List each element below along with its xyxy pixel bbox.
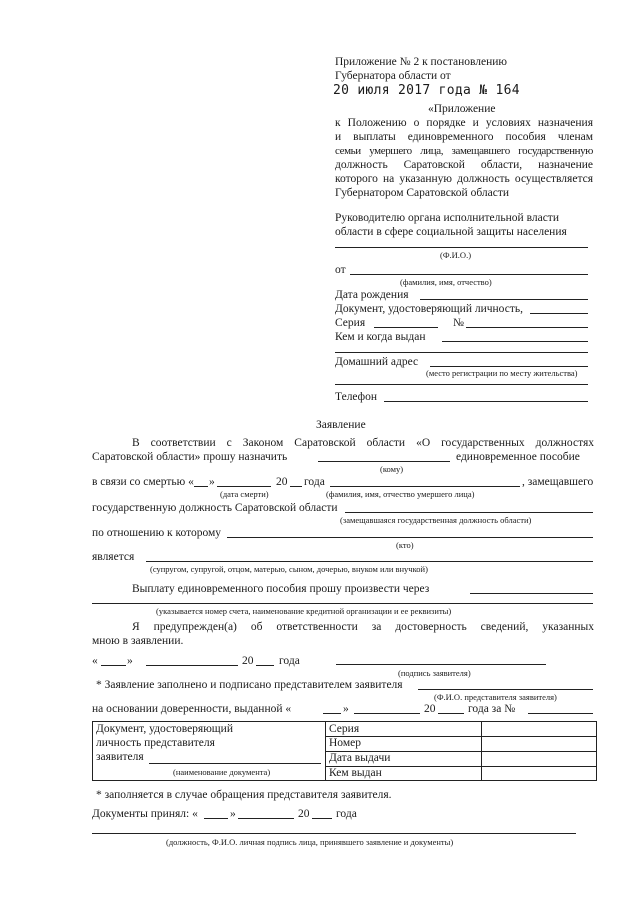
table-row-number: Номер [329,737,361,749]
appendix-text-line: которого на указанную должность осуществляется [335,173,593,185]
phone-field[interactable] [384,401,588,402]
issued-by-label: Кем и когда выдан [335,331,426,343]
sign-year-label: года [279,655,300,667]
deceased-name-field[interactable] [330,486,520,487]
representative-document-table [92,721,597,781]
is-label: является [92,551,135,563]
death-day-field[interactable] [194,486,208,487]
death-date-hint: (дата смерти) [220,489,269,499]
poa-number-field[interactable] [528,713,593,714]
birth-date-label: Дата рождения [335,289,409,301]
table-doc-label-line: личность представителя [96,737,215,749]
sign-year-field[interactable] [256,665,274,666]
poa-day-field[interactable] [323,713,341,714]
number-label: № [453,317,464,329]
number-field[interactable] [466,327,588,328]
appendix-text-line: должность Саратовской области, назначение [335,159,593,171]
table-doc-label-line: Документ, удостоверяющий [96,723,233,735]
payment-field-2[interactable] [92,603,593,604]
payment-text: Выплату единовременного пособия прошу произвести через [132,583,430,595]
appendix-title: «Приложение [428,103,496,115]
home-address-field[interactable] [430,366,588,367]
representative-hint: (Ф.И.О. представителя заявителя) [434,692,557,702]
accepted-month-field[interactable] [238,818,294,819]
accepted-year-prefix: 20 [298,808,310,820]
poa-month-field[interactable] [354,713,420,714]
power-of-attorney-text: на основании доверенности, выданной « [92,703,292,715]
receiver-signature-field[interactable] [92,833,576,834]
sign-date-close: » [127,655,133,667]
representative-text: * Заявление заполнено и подписано представителем заявителя [96,679,403,691]
relation-text: по отношению к которому [92,527,222,539]
payment-hint: (указывается номер счета, наименование кредитной организации и ее реквизиты) [156,606,452,616]
phone-label: Телефон [335,391,378,403]
document-name-field[interactable] [149,763,321,764]
table-doc-label-line: заявителя [96,751,144,763]
poa-year-field[interactable] [438,713,464,714]
birth-date-field[interactable] [420,299,588,300]
footnote: * заполняется в случае обращения представителя заявителя. [96,789,392,801]
issued-by-field-2[interactable] [335,352,588,353]
death-month-field[interactable] [217,486,271,487]
home-address-label: Домашний адрес [335,356,419,368]
appendix-text-line: и выплаты единовременного пособия членам [335,131,593,143]
relationship-hint: (супругом, супругой, отцом, матерью, сыном, дочерью, внуком или внучкой) [150,564,428,574]
death-text: в связи со смертью « [92,476,194,488]
position-hint: (замещавшаяся государственная должность области) [340,515,532,525]
poa-quote-close: » [343,703,349,715]
resolution-date: 20 июля 2017 года № 164 [333,83,520,98]
warning-line-2: мною в заявлении. [92,635,184,647]
id-document-field[interactable] [530,313,588,314]
appendix-line-2: Губернатора области от [335,70,451,82]
document-title: Заявление [316,419,366,431]
deceased-name-hint: (фамилия, имя, отчество умершего лица) [326,489,475,499]
table-row-issue-date: Дата выдачи [329,752,391,764]
recipient-field[interactable] [318,461,450,462]
home-address-field-2[interactable] [335,384,588,385]
fio-hint: (Ф.И.О.) [440,250,472,260]
document-name-hint: (наименование документа) [173,767,271,777]
accepted-text: Документы принял: « [92,808,198,820]
relation-who-field[interactable] [227,537,593,538]
representative-name-field[interactable] [418,689,593,690]
addressee-line-1: Руководителю органа исполнительной власти [335,212,559,224]
receiver-hint: (должность, Ф.И.О. личная подпись лица, принявшего заявление и документы) [166,837,454,847]
appendix-text-line: Губернатором Саратовской области [335,187,510,199]
sign-day-field[interactable] [101,665,126,666]
table-row-series: Серия [329,723,360,735]
death-year-field[interactable] [290,486,302,487]
id-document-label: Документ, удостоверяющий личность, [335,303,523,315]
poa-number-label: года за № [468,703,516,715]
accepted-year-field[interactable] [312,818,332,819]
appendix-text-line: к Положению о порядке и условиях назначения [335,117,593,129]
relationship-field[interactable] [146,561,593,562]
law-reference-line: В соответствии с Законом Саратовской области «О государственных должностях [132,437,594,449]
from-label: от [335,264,346,276]
applicant-name-hint: (фамилия, имя, отчество) [400,277,492,287]
payment-field[interactable] [470,593,593,594]
table-row-issued-by: Кем выдан [329,767,382,779]
home-address-hint: (место регистрации по месту жительства) [426,368,578,378]
applicant-name-field[interactable] [350,274,588,275]
appendix-line-1: Приложение № 2 к постановлению [335,56,508,68]
poa-year-prefix: 20 [424,703,436,715]
addressee-line-2: области в сфере социальной защиты населения [335,226,567,238]
sign-date-open: « [92,655,98,667]
benefit-text: единовременное пособие [456,451,580,463]
issued-by-field[interactable] [442,341,588,342]
death-year-label: года [304,476,325,488]
addressee-name-field[interactable] [335,247,588,248]
warning-line-1: Я предупрежден(а) об ответственности за достоверность сведений, указанных [132,621,594,633]
government-position-text: государственную должность Саратовской области [92,502,338,514]
sign-month-field[interactable] [146,665,238,666]
applicant-signature-field[interactable] [336,664,546,665]
accepted-day-field[interactable] [204,818,228,819]
sign-year-prefix: 20 [242,655,254,667]
death-quote-close: » [209,476,215,488]
death-year-prefix: 20 [276,476,288,488]
signature-hint: (подпись заявителя) [398,668,471,678]
position-field[interactable] [345,512,593,513]
appendix-text-line: семьи умершего лица, замещавшего государственную [335,145,593,157]
table-row-line [325,736,596,737]
accepted-quote-close: » [230,808,236,820]
who-hint: (кто) [396,540,414,550]
series-field[interactable] [374,327,438,328]
request-text: Саратовской области» прошу назначить [92,451,288,463]
whom-hint: (кому) [380,464,404,474]
series-label: Серия [335,317,366,329]
held-position-text: , замещавшего [522,476,594,488]
accepted-year-label: года [336,808,357,820]
